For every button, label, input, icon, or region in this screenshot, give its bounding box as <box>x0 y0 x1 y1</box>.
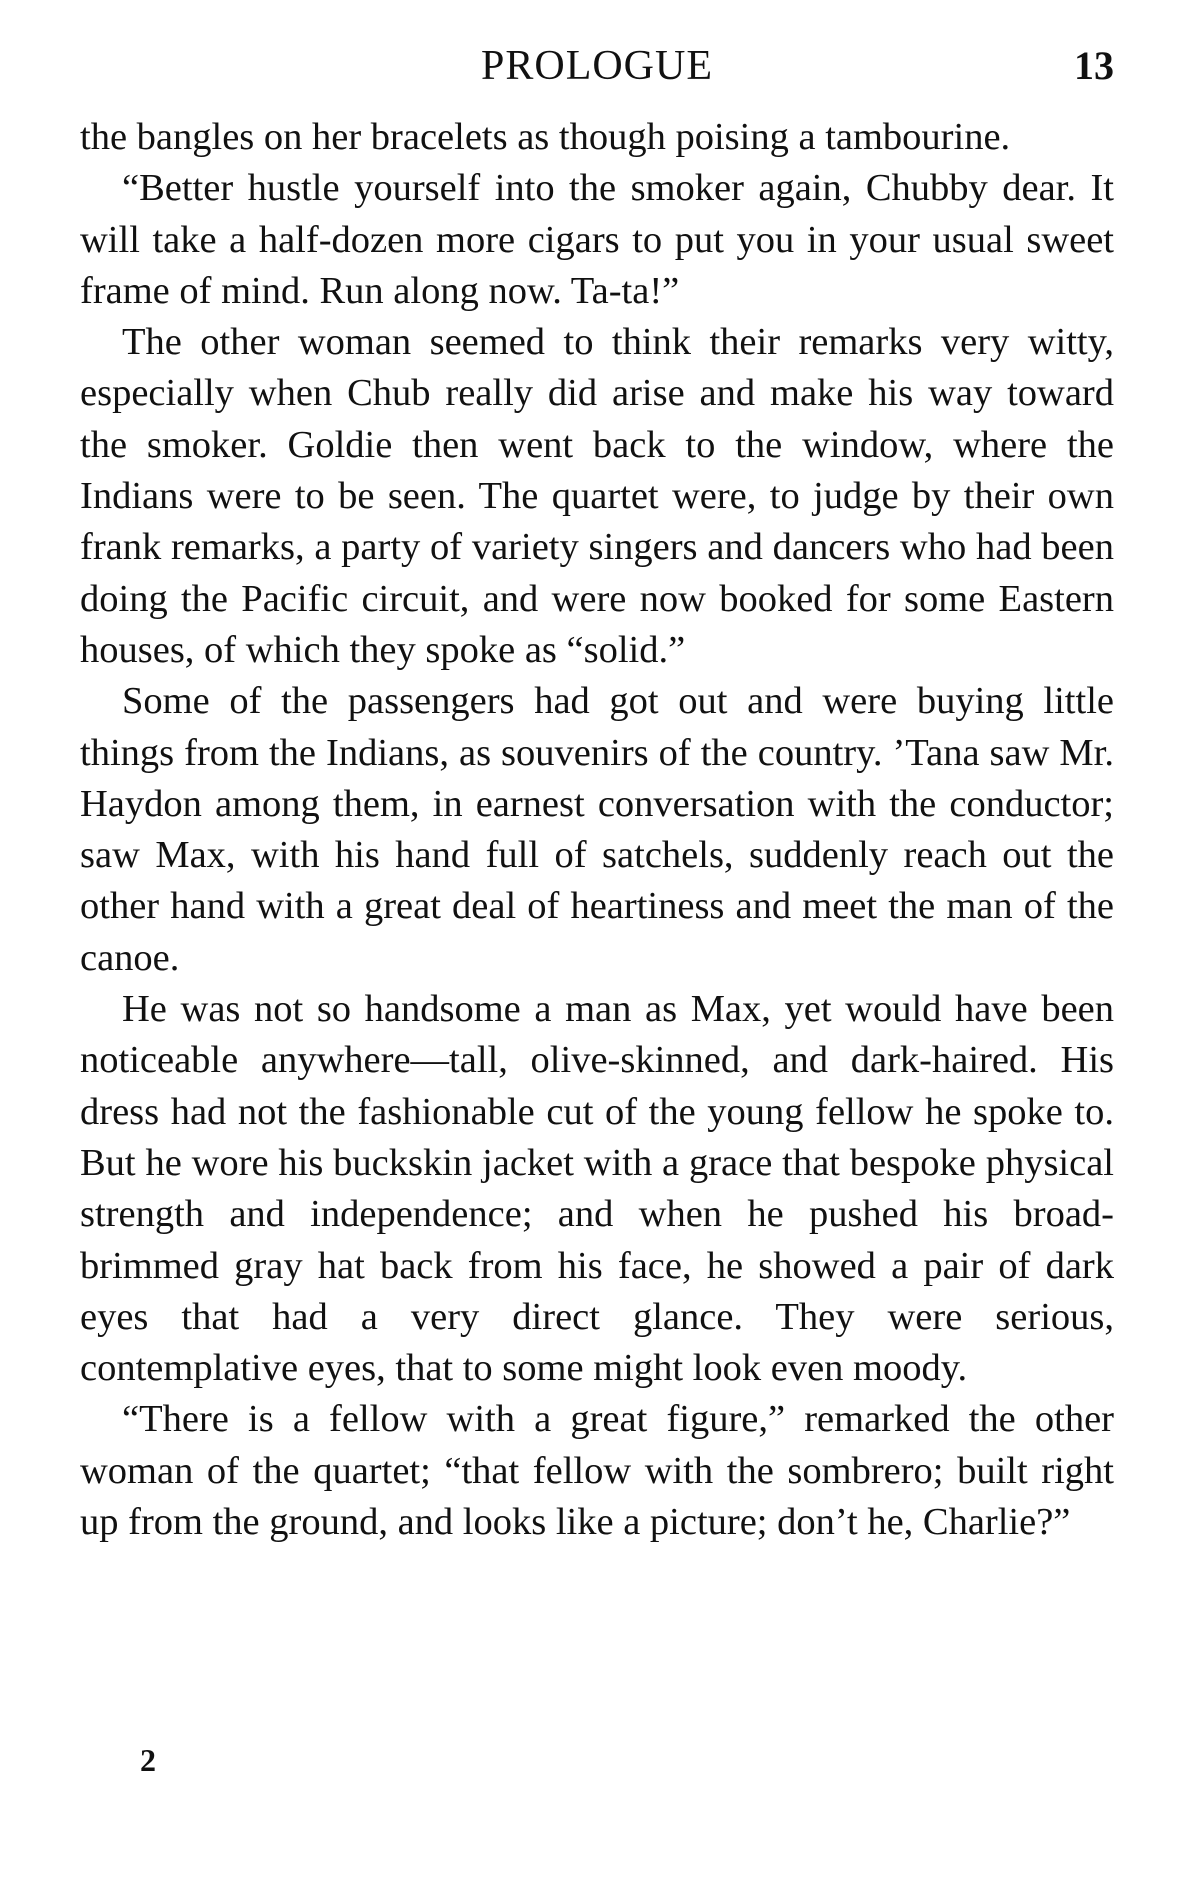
paragraph: He was not so handsome a man as Max, yet would have been noticeable anywhere—tall, olive-skinned, and dark-haired. His dress had not the fashionable cut of the young fellow he spoke to. But he wore his buckskin jacket with a grace that bespoke physical strength and independence; and when he pushed his broad-brimmed gray hat back from his face, he showed a pair of dark eyes that had a very direct glance. They were serious, contemplative eyes, that to some might look even moody. <box>80 988 1114 1390</box>
paragraph: “Better hustle yourself into the smoker again, Chubby dear. It will take a half-dozen more cigars to put you in your usual sweet frame of mind. Run along now. Ta-ta!” <box>80 167 1114 312</box>
paragraph: “There is a fellow with a great figure,” remarked the other woman of the quartet; “that fellow with the sombrero; built right up from the ground, and looks like a picture; don’t he, Charlie?” <box>80 1398 1114 1544</box>
paragraph: The other woman seemed to think their remarks very witty, especially when Chub really did arise and make his way toward the smoker. Goldie then went back to the window, where the Indians were to be seen. The quartet were, to judge by their own frank remarks, a party of variety singers and dancers who had been doing the Pacific circuit, and were now booked for some Eastern houses, of which they spoke as “solid.” <box>80 321 1114 671</box>
page-number: 13 <box>1074 43 1114 88</box>
signature-mark: 2 <box>140 1742 156 1778</box>
paragraph: the bangles on her bracelets as though poising a tambourine. <box>80 116 1011 158</box>
paragraph: Some of the passengers had got out and were buying little things from the Indians, as souvenirs of the country. ’Tana saw Mr. Haydon among them, in earnest conversation with the conductor; saw Max, with his hand full of satchels, suddenly reach out the other hand with a great deal of heartiness and meet the man of the canoe. <box>80 680 1114 979</box>
running-head <box>80 38 1114 94</box>
body-text <box>80 112 1114 1548</box>
running-title: PROLOGUE <box>480 43 713 89</box>
